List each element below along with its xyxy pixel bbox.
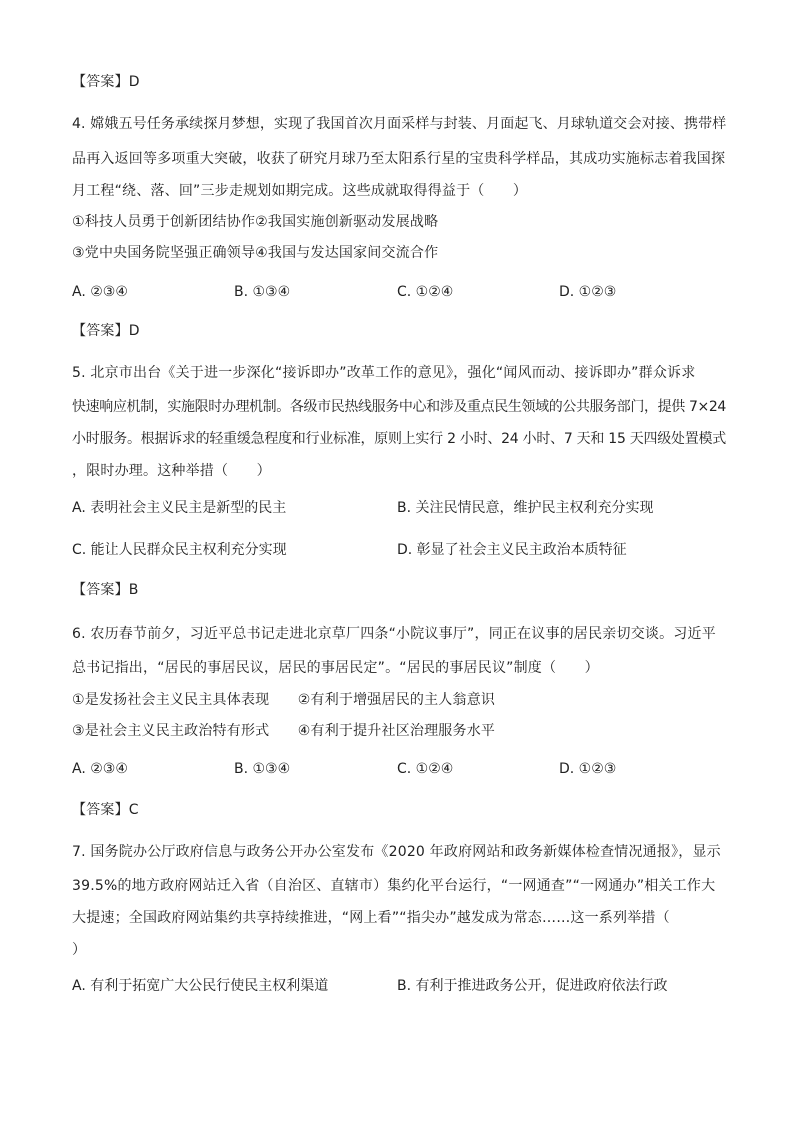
q4-text-line-2: 品再入返回等多项重大突破，收获了研究月球乃至太阳系行星的宝贵科学样品，其成功实施标志着我国探	[72, 151, 726, 167]
answer-q6: 【答案】C	[72, 802, 139, 818]
q4-statement-line-2: ③党中央国务院坚强正确领导④我国与发达国家间交流合作	[72, 245, 439, 261]
q4-text-line-3: 月工程“绕、落、回”三步走规划如期完成。这些成就取得得益于（ ）	[72, 183, 528, 199]
q6-text-line-1: 6. 农历春节前夕，习近平总书记走进北京草厂四条“小院议事厅”，同正在议事的居民亲切交谈。习近平	[72, 626, 716, 642]
q5-text-line-4: ，限时办理。这种举措（ ）	[72, 463, 271, 479]
q4-text-line-1: 4. 嫦娥五号任务承续探月梦想，实现了我国首次月面采样与封装、月面起飞、月球轨道交会对接、携带样	[72, 116, 727, 132]
q5-option-d: D. 彰显了社会主义民主政治本质特征	[397, 542, 627, 558]
q4-option-c: C. ①②④	[397, 284, 454, 300]
q6-statement-line-2: ③是社会主义民主政治特有形式 ④有利于提升社区治理服务水平	[72, 723, 496, 739]
q6-option-c: C. ①②④	[397, 761, 454, 777]
q5-text-line-2: 快速响应机制，实施限时办理机制。各级市民热线服务中心和涉及重点民生领域的公共服务部门，提供 7×24	[72, 399, 726, 415]
q5-option-b: B. 关注民情民意，维护民主权利充分实现	[397, 500, 654, 516]
q5-option-c: C. 能让人民群众民主权利充分实现	[72, 542, 287, 558]
q4-statement-line-1: ①科技人员勇于创新团结协作②我国实施创新驱动发展战略	[72, 214, 439, 230]
answer-q5: 【答案】B	[72, 582, 139, 598]
answer-q3: 【答案】D	[72, 74, 140, 90]
q5-text-line-1: 5. 北京市出台《关于进一步深化“接诉即办”改革工作的意见》，强化“闻风而动、接诉即办”群众诉求	[72, 365, 696, 381]
q7-text-line-1: 7. 国务院办公厅政府信息与政务公开办公室发布《2020 年政府网站和政务新媒体检查情况通报》，显示	[72, 844, 721, 860]
q7-option-b: B. 有利于推进政务公开，促进政府依法行政	[397, 978, 668, 994]
q7-text-line-3: 大提速；全国政府网站集约共享持续推进，“网上看”“指尖办”越发成为常态……这一系列举措（	[72, 910, 670, 926]
q7-option-a: A. 有利于拓宽广大公民行使民主权利渠道	[72, 978, 329, 994]
q7-text-line-4: ）	[72, 942, 87, 958]
q6-option-d: D. ①②③	[559, 761, 617, 777]
q5-text-line-3: 小时服务。根据诉求的轻重缓急程度和行业标准，原则上实行 2 小时、24 小时、7 天和 15 天四级处置模式	[72, 431, 726, 447]
q6-text-line-2: 总书记指出，“居民的事居民议，居民的事居民定”。“居民的事居民议”制度（ ）	[72, 660, 599, 676]
q6-option-b: B. ①③④	[234, 761, 291, 777]
q5-option-a: A. 表明社会主义民主是新型的民主	[72, 500, 287, 516]
q4-option-a: A. ②③④	[72, 284, 128, 300]
q6-option-a: A. ②③④	[72, 761, 128, 777]
q7-text-line-2: 39.5%的地方政府网站迁入省（自治区、直辖市）集约化平台运行，“一网通查”“一网通办”相关工作大	[72, 878, 716, 894]
q6-statement-line-1: ①是发扬社会主义民主具体表现 ②有利于增强居民的主人翁意识	[72, 692, 496, 708]
q4-option-b: B. ①③④	[234, 284, 291, 300]
q4-option-d: D. ①②③	[559, 284, 617, 300]
answer-q4: 【答案】D	[72, 323, 140, 339]
